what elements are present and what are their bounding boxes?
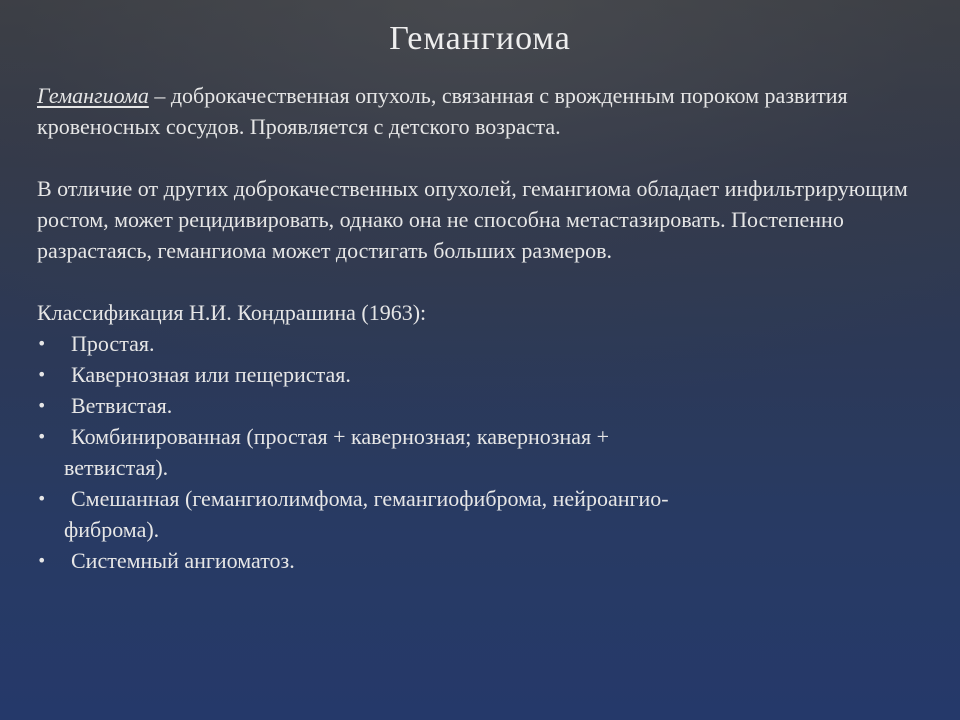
bullet-icon: •: [37, 365, 47, 384]
list-item-text: Комбинированная (простая + кавернозная; кавернозная +: [71, 424, 610, 449]
list-item: [37, 359, 917, 390]
list-item: [37, 390, 917, 421]
slide-body: [37, 80, 917, 576]
paragraph-gap: [37, 142, 917, 173]
list-item-text: Кавернозная или пещеристая.: [71, 362, 351, 387]
bullet-icon: •: [37, 427, 47, 446]
list-item: [37, 421, 917, 483]
bullet-icon: •: [37, 489, 47, 508]
slide-title: Гемангиома: [389, 20, 571, 57]
list-item-continuation: ветвистая).: [64, 455, 169, 480]
classification-list: [37, 328, 917, 576]
list-item-text: Ветвистая.: [71, 393, 173, 418]
bullet-icon: •: [37, 396, 47, 415]
description-paragraph: В отличие от других доброкачественных опухолей, гемангиома обладает инфильтрирующим ростом, может рецидивировать, однако она не способна метастазировать. Постепенно разрастаясь, гемангиома может достигать больших размеров.: [37, 176, 908, 263]
list-item-continuation: фиброма).: [64, 517, 160, 542]
bullet-icon: •: [37, 551, 47, 570]
definition-paragraph: [37, 80, 917, 142]
paragraph-gap: [37, 266, 917, 297]
list-item: [37, 483, 917, 545]
definition-text: – доброкачественная опухоль, связанная с врожденным пороком развития кровеносных сосудов. Проявляется с детского возраста.: [37, 83, 848, 139]
classification-heading: Классификация Н.И. Кондрашина (1963):: [37, 300, 427, 325]
bullet-icon: •: [37, 334, 47, 353]
list-item-text: Смешанная (гемангиолимфома, гемангиофиброма, нейроангио-: [71, 486, 669, 511]
list-item: [37, 328, 917, 359]
definition-term: Гемангиома: [37, 83, 149, 108]
list-item-text: Простая.: [71, 331, 155, 356]
list-item: [37, 545, 917, 576]
list-item-text: Системный ангиоматоз.: [71, 548, 295, 573]
